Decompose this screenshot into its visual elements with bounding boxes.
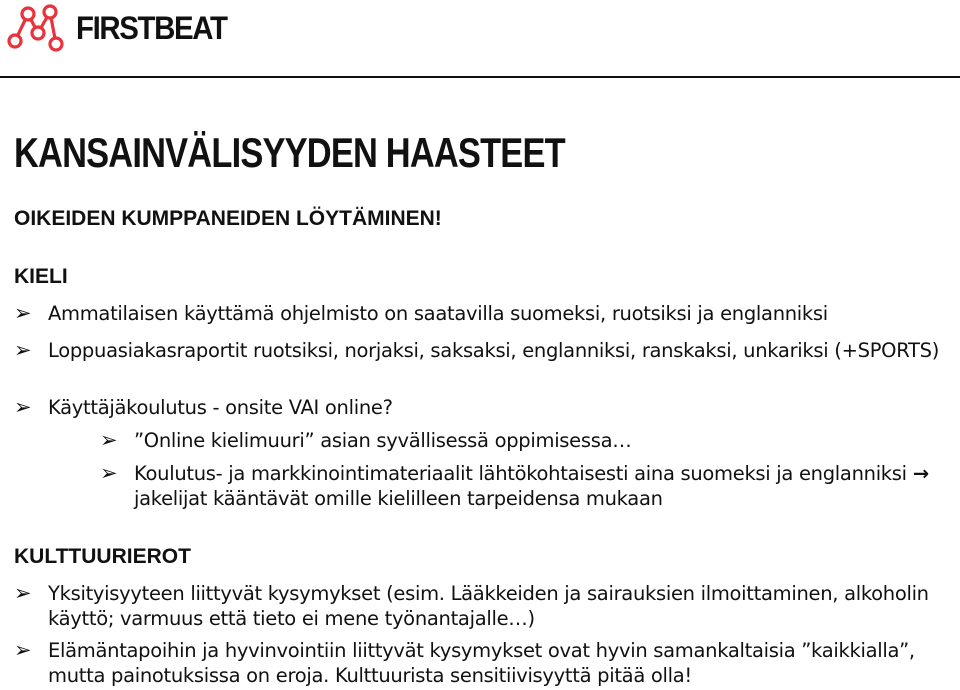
header-divider bbox=[0, 76, 960, 78]
list-item-text: Loppuasiakasraportit ruotsiksi, norjaksi, saksaksi, englanniksi, ranskaksi, unkariksi (+SPORTS) bbox=[48, 339, 940, 362]
list-item bbox=[14, 338, 944, 363]
list-item-text: Käyttäjäkoulutus - onsite VAI online? bbox=[48, 396, 393, 419]
list-item-text: Elämäntapoihin ja hyvinvointiin liittyvät kysymykset ovat hyvin samankaltaisia ”kaikkialla”, mutta painotuksissa on eroja. Kulttuurista sensitiivisyyttä pitää olla! bbox=[48, 639, 915, 687]
sub-list-item-text bbox=[134, 461, 950, 511]
list-item bbox=[14, 301, 944, 326]
bullet-icon: ➢ bbox=[14, 395, 32, 419]
section-heading-kulttuurierot: KULTTUURIEROT bbox=[14, 545, 191, 568]
section-heading-kieli: KIELI bbox=[14, 265, 68, 288]
brand-name: FIRSTBEAT bbox=[76, 9, 227, 46]
arrow-right-icon: → bbox=[912, 462, 929, 485]
list-item bbox=[14, 581, 944, 631]
sub-list-item-text-part: Koulutus- ja markkinointimateriaalit lähtökohtaisesti aina suomeksi ja englanniksi bbox=[134, 462, 907, 485]
bullet-icon: ➢ bbox=[100, 428, 118, 452]
bullet-icon: ➢ bbox=[100, 461, 118, 485]
list-item bbox=[14, 638, 944, 688]
list-item bbox=[14, 395, 944, 420]
logo-mark-icon bbox=[6, 3, 68, 53]
page-subtitle: OIKEIDEN KUMPPANEIDEN LÖYTÄMINEN! bbox=[14, 207, 442, 230]
sub-list-item-text: ”Online kielimuuri” asian syvällisessä oppimisessa… bbox=[134, 429, 632, 452]
bullet-icon: ➢ bbox=[14, 581, 32, 605]
list-item-text: Yksityisyyteen liittyvät kysymykset (esim. Lääkkeiden ja sairauksien ilmoittaminen, alkoholin käyttö; varmuus että tieto ei mene työnantajalle…) bbox=[48, 582, 929, 630]
firstbeat-logo bbox=[6, 2, 240, 54]
bullet-icon: ➢ bbox=[14, 301, 32, 325]
sub-list-item bbox=[100, 428, 950, 453]
sub-list-item-text-part: jakelijat kääntävät omille kielilleen tarpeidensa mukaan bbox=[134, 487, 663, 510]
bullet-icon: ➢ bbox=[14, 638, 32, 662]
sub-list-item bbox=[100, 461, 950, 511]
list-item-text: Ammatilaisen käyttämä ohjelmisto on saatavilla suomeksi, ruotsiksi ja englanniksi bbox=[48, 302, 828, 325]
bullet-icon: ➢ bbox=[14, 338, 32, 362]
page-title: KANSAINVÄLISYYDEN HAASTEET bbox=[14, 129, 565, 176]
